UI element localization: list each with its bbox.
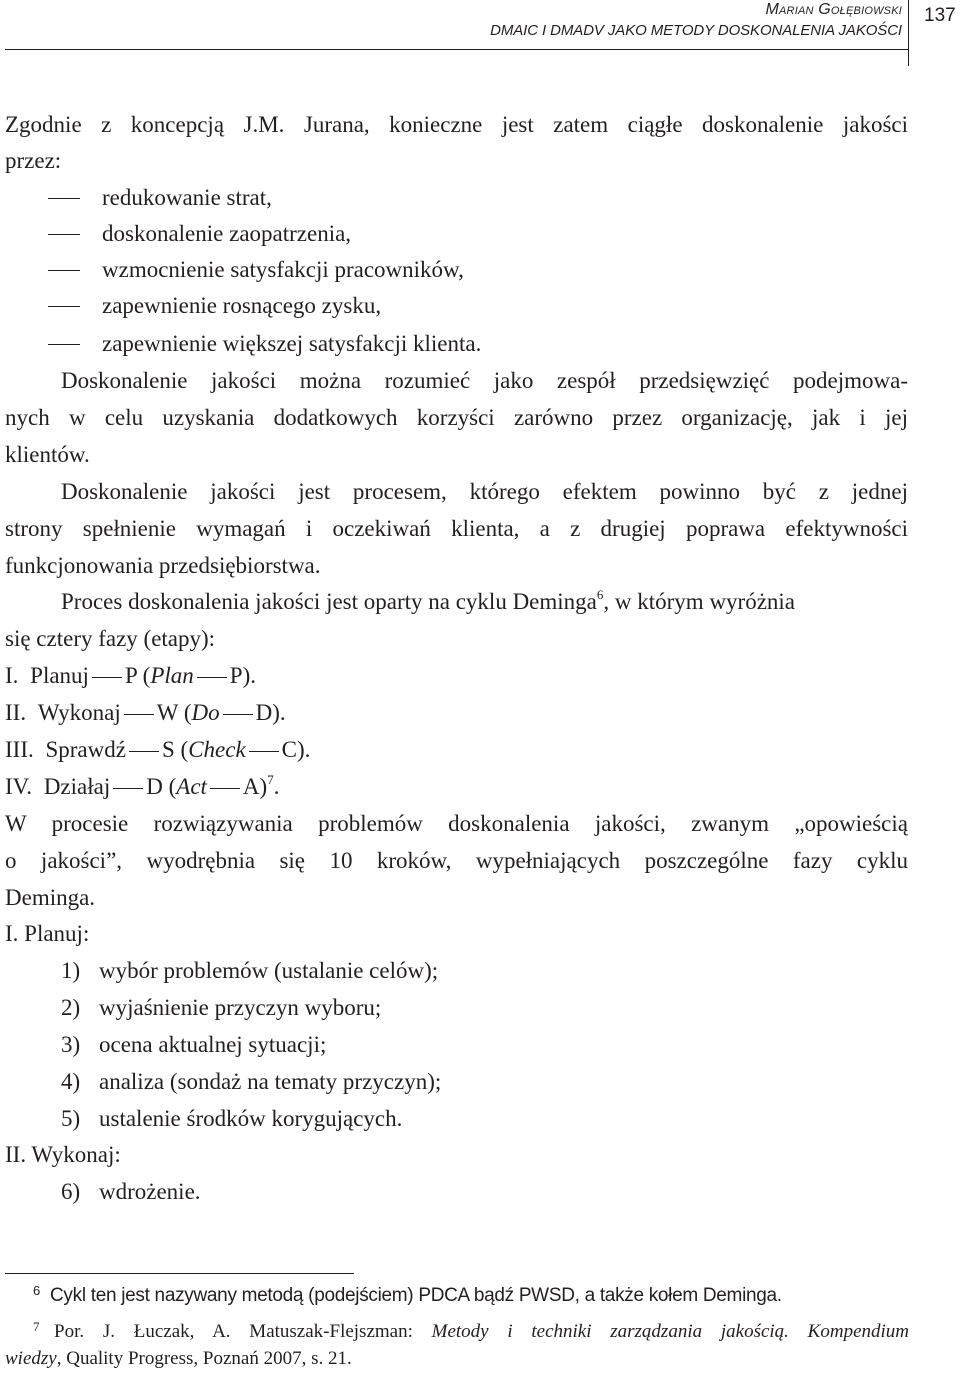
list-item: wzmocnienie satysfakcji pracowników, (102, 257, 464, 282)
footnote-line-1 (54, 1318, 909, 1345)
step-text: analiza (sondaż na tematy przyczyn); (99, 1069, 442, 1094)
dash-bullet-icon (48, 270, 80, 271)
phase-name: Działaj (43, 774, 111, 799)
step-text: wyjaśnienie przyczyn wyboru; (99, 995, 382, 1020)
header-vertical-rule (908, 0, 909, 66)
dash-icon (210, 788, 240, 789)
footnote-text: Cykl ten jest nazywany metodą (podejściem) PDCA bądź PWSD, a także kołem Deminga. (50, 1285, 782, 1306)
step-number: 1) (61, 958, 81, 983)
dash-icon (223, 714, 253, 715)
phase-english-letter: A (242, 774, 260, 799)
dash-bullet-icon (48, 306, 80, 307)
phase-item: III. Sprawdź S (Check C). (5, 737, 311, 762)
phase-name: Sprawdź (45, 737, 126, 762)
phase-english: Check (188, 737, 246, 762)
phase-english: Act (176, 774, 207, 799)
phase-name: Wykonaj (37, 700, 121, 725)
footnote-7-cont (5, 1345, 908, 1372)
phase-english: Plan (150, 663, 194, 688)
plan-step (61, 1030, 861, 1060)
phase-letter: S (161, 737, 175, 762)
phase-end: ) (259, 774, 268, 799)
phase-item: IV. Działaj D (Act A)$^7$. (5, 772, 280, 799)
author-name: Marian Gołębiowski (765, 1, 902, 18)
phase-letter: D (146, 774, 163, 799)
dash-bullet-icon (48, 344, 80, 345)
dash-icon (197, 677, 227, 678)
running-header-title: DMAIC I DMADV JAKO METODY DOSKONALENIA JAKOŚCI (490, 22, 902, 39)
step-number: 4) (61, 1069, 81, 1094)
paragraph-2-line: strony spełnienie wymagań i oczekiwań klienta, a z drugiej poprawa efektywności (5, 516, 908, 541)
do-step (61, 1177, 861, 1207)
footnote-mark: 6 (33, 1283, 40, 1298)
do-heading: II. Wykonaj: (5, 1142, 121, 1167)
footnote-ref[interactable]: 6 (596, 587, 604, 603)
paragraph-3-text: , w którym wyróżnia (603, 589, 796, 614)
phase-end: ). (242, 663, 256, 688)
phase-english: Do (191, 700, 220, 725)
phase-end: ). (272, 700, 286, 725)
footnote-mark: 7 (33, 1319, 40, 1334)
paragraph-2-line: Doskonalenie jakości jest procesem, którego efektem powinno być z jednej (61, 479, 908, 504)
dash-icon (129, 751, 159, 752)
phase-letter: P (124, 663, 137, 688)
dash-bullet-icon (48, 234, 80, 235)
plan-step (61, 956, 861, 986)
dash-icon (113, 788, 143, 789)
plan-heading: I. Planuj: (5, 921, 90, 946)
footnote-prefix: Por. J. Łuczak, A. Matuszak-Flejszman: (54, 1321, 432, 1342)
intro-line-2: przez: (5, 148, 62, 173)
paragraph-4-line: Deminga. (5, 885, 96, 910)
dash-bullet-icon (48, 198, 80, 199)
list-item: zapewnienie rosnącego zysku, (102, 293, 382, 318)
running-header-author (765, 1, 902, 19)
phase-name: Planuj (30, 663, 89, 688)
paragraph-1-line: nych w celu uzyskania dodatkowych korzyści zarówno przez organizację, jak i jej (5, 405, 908, 430)
paragraph-2-line: funkcjonowania przedsiębiorstwa. (5, 553, 321, 578)
step-text: wdrożenie. (99, 1179, 201, 1204)
step-number: 5) (61, 1106, 81, 1131)
paragraph-4-line: o jakości”, wyodrębnia się 10 kroków, wypełniających poszczególne fazy cyklu (5, 848, 908, 873)
phase-roman: II. (5, 700, 27, 725)
plan-step (61, 1104, 861, 1134)
paragraph-3-line: się cztery fazy (etapy): (5, 626, 216, 651)
dash-icon (92, 677, 122, 678)
phase-roman: IV. (5, 774, 33, 799)
step-text: wybór problemów (ustalanie celów); (99, 958, 439, 983)
footnote-title: Metody i techniki zarządzania jakością. Kompendium (431, 1321, 909, 1342)
dash-icon (249, 751, 279, 752)
footnote-ref[interactable]: 7 (267, 772, 274, 788)
list-item: zapewnienie większej satysfakcji klienta. (102, 331, 482, 356)
phase-roman: III. (5, 737, 34, 762)
plan-step (61, 1067, 861, 1097)
step-text: ustalenie środków korygujących. (99, 1106, 403, 1131)
phase-roman: I. (5, 663, 19, 688)
footnote-suffix: , Quality Progress, Poznań 2007, s. 21. (56, 1348, 352, 1369)
dash-icon (124, 714, 154, 715)
footnote-title-cont: wiedzy (5, 1348, 57, 1369)
phase-tail: . (273, 774, 280, 799)
phase-english-letter: P (229, 663, 243, 688)
step-text: ocena aktualnej sytuacji; (99, 1032, 327, 1057)
footnote-rule (5, 1273, 354, 1274)
phase-letter: W (156, 700, 179, 725)
step-number: 2) (61, 995, 81, 1020)
step-number: 3) (61, 1032, 81, 1057)
phase-english-letter: C (281, 737, 297, 762)
paragraph-3-line (61, 587, 908, 617)
paragraph-1-line: klientów. (5, 442, 90, 467)
list-item: redukowanie strat, (102, 185, 272, 210)
phase-item: I. Planuj P (Plan P). (5, 663, 256, 688)
header-rule (5, 49, 908, 50)
page-number: 137 (924, 5, 956, 26)
phase-end: ). (297, 737, 311, 762)
phase-english-letter: D (255, 700, 273, 725)
paragraph-4-line: W procesie rozwiązywania problemów doskonalenia jakości, zwanym „opowieścią (5, 811, 908, 836)
plan-step (61, 993, 861, 1023)
step-number: 6) (61, 1179, 81, 1204)
intro-line-1: Zgodnie z koncepcją J.M. Jurana, konieczne jest zatem ciągłe doskonalenie jakości (5, 112, 908, 137)
paragraph-1-line: Doskonalenie jakości można rozumieć jako zespół przedsięwzięć podejmowa- (61, 368, 908, 393)
phase-item: II. Wykonaj W (Do D). (5, 700, 286, 725)
paragraph-3-text: Proces doskonalenia jakości jest oparty na cyklu Deminga (61, 589, 597, 614)
list-item: doskonalenie zaopatrzenia, (102, 221, 352, 246)
